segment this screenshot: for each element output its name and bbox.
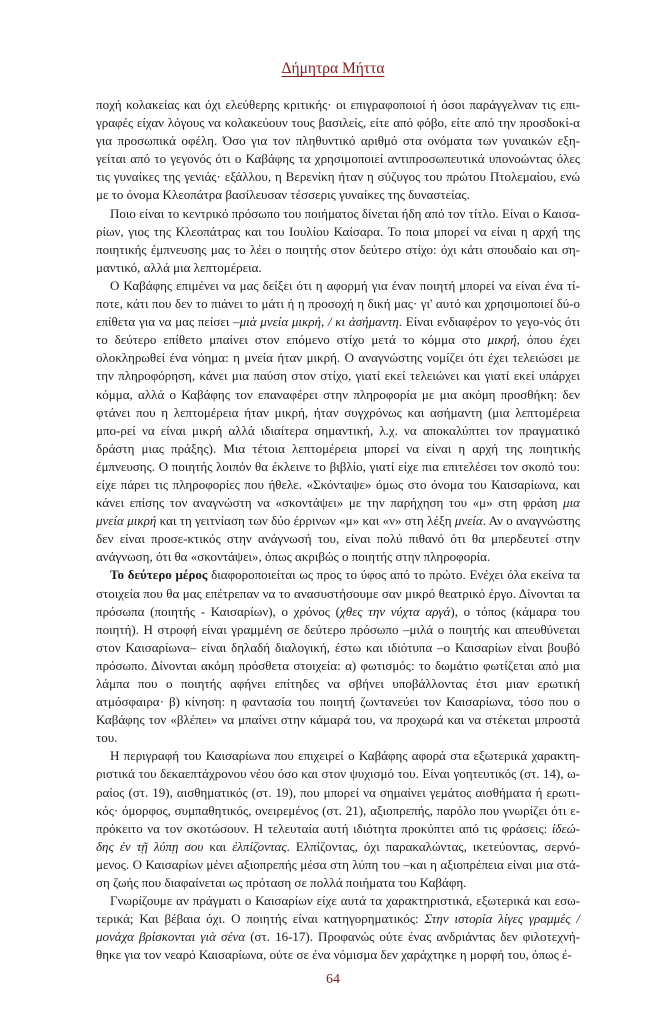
text-run: διαφοροποιείται ως προς το ύφος από το πρώτο. Ενέχει όλα εκείνα τα στοιχεία που θα μας επέτρεπαν να το ανασυστήσουμε σαν μικρό θεατρικό έργο. Δίνονται τα πρόσωπα (ποιητής - Καισαρίων), ο χρόνος ( [96,567,580,619]
italic-text: χθες την νύχτα αργά [339,603,451,619]
text-run: ), ο τόπος (κάμαρα του ποιητή). Η στροφή είναι γραμμένη σε δεύτερο πρόσωπο –μιλά ο ποιητής και απευθύνεται στον Καισαρίωνα– είναι δηλαδή διαλογική, έστω και ιδιότυπα –ο Καισαρίων είναι βουβό πρόσωπο. Δίνονται ακόμη πρόσθετα στοιχεία: α) φωτισμός: το δωμάτιο φωτίζεται από μια λάμπα που ο ποιητής αφήνει επίτηδες να σβήνει υποβάλλοντας έτσι μιαν ερωτική ατμόσφαιρα· β) κίνηση: η φαντασία του ποιητή ζωντανεύει τον Καισαρίωνα, τόσο που ο Καβάφης τον «βλέπει» να μπαίνει στην κάμαρά του, να προχωρά και να στέκεται μπροστά του. [96,603,580,746]
text-run: και τη γειτνίαση των δύο έρρινων «μ» και «ν» στη λέξη [156,513,455,529]
text-run: ποχή κολακείας και όχι ελεύθερης κριτικής· οι επιγραφοποιοί ή όσοι παράγγελναν τις επι-γραφές είχαν λόγους να κολακεύουν τους βασιλείς, είτε από φόβο, είτε από την προσδοκί-α για προσωπικά οφέλη. Όσο για τον πληθυντικό αριθμό στα ονόματα των γυναικών εξη-γείται από το γεγονός ότι ο Καβάφης τα χρησιμοποιεί αντιπροσωπευτικά υπονοώντας όλες τις γυναίκες της γενιάς· εξάλλου, η Βερενίκη ήταν η σύζυγος του πρώτου Πτολεμαίου, ενώ με το όνομα Κλεοπάτρα βασίλευσαν τέσσερις γυναίκες της δυναστείας. [96,97,580,203]
paragraph [96,892,580,964]
text-run: Γνωρίζουμε αν πράγματι ο Καισαρίων είχε αυτά τα χαρακτηριστικά, εξωτερικά και εσω-τερικά; Και βέβαια όχι. Ο ποιητής είναι κατηγορηματικός: [96,893,580,927]
text-run: . Αν ο αναγνώστης δεν είναι προσε-κτικός στην ανάγνωσή του, είναι πολύ πιθανό ότι θα μπερδευτεί στην ανάγνωση, ότι θα «σκοντάψει», όπως ακριβώς ο ποιητής στην πληροφορία. [96,513,580,565]
italic-text: ἰδεώ-δης ἐν τῇ λύπῃ σου [96,820,580,854]
italic-text: μιὰ μνεία μικρή, / κι ἀσήμαντη [239,314,399,330]
text-run: . Ελπίζοντας, όχι παρακαλώντας, ικετεύοντας, σερνό-μενος. Ο Καισαρίων μένει αξιοπρεπής μέσα στη λύπη του –και η αξιοπρέπεια είναι μια στά-ση ζωής που διαφαίνεται ως πρόταση σε πολλά ποιήματα του Καβάφη. [96,838,580,891]
italic-text: μια μνεία μικρή [96,495,580,529]
text-run: (στ. 16-17). Προφανώς ούτε ένας ανδριάντας δεν φιλοτεχνή-θηκε για τον νεαρό Καισαρίωνα, ούτε σε ένα νόμισμα δεν χαράχτηκε η μορφή του, όπως έ- [96,929,580,963]
paragraph [96,277,580,567]
paragraph [96,96,580,205]
running-head [0,60,666,78]
paragraph [96,205,580,277]
text-run: Η περιγραφή του Καισαρίωνα που επιχειρεί ο Καβάφης αφορά στα εξωτερικά χαρακτη-ριστικά του δεκαεπτάχρονου νέου όσο και στον ψυχισμό του. Είναι γοητευτικός (στ. 14), ω-ραίος (στ. 19), αισθηματικός (στ. 19), που μπορεί να σημαίνει γεμάτος αισθήματα ή ερωτι-κός· όμορφος, συμπαθητικός, ονειρεμένος (στ. 21), αξιοπρεπής, παρόλο που γνωρίζει ότι ε-πρόκειτο να τον σκοτώσουν. Η τελευταία αυτή ιδιότητα προκύπτει από τις φράσεις: [96,748,580,836]
running-head-author: Δήμητρα Μήττα [281,60,385,77]
text-run: . Είναι ενδιαφέρον το γεγο-νός ότι το δεύτερο επίθετο μπαίνει στον επόμενο στίχο μετά το κόμμα στο [96,314,581,348]
bold-text: Το δεύτερο μέρος [110,567,208,583]
text-run: , όπου έχει ολοκληρωθεί ένα νόημα: η μνεία ήταν μικρή. Ο αναγνώστης νομίζει ότι έχει τελειώσει με την πληροφόρηση, κάνει μια παύση στον στίχο, γιατί εκεί τελειώνει και γιατί εκεί υπάρχει κόμμα, αλλά ο Καβάφης τον επαναφέρει στην πληροφορία με μια ακόμη προσθήκη: δεν φτάνει που η λεπτομέρεια ήταν μικρή, ήταν συγχρόνως και ασήμαντη (μια λεπτομέρεια μπο-ρεί να είναι μικρή αλλά ιδιαίτερα σημαντική, λ.χ. να αποκαλύπτει τον πραγματικό δράστη μιας πράξης). Μια τέτοια λεπτομέρεια μπορεί να είναι η αρχή της ποιητικής έμπνευσης. Ο ποιητής λοιπόν θα έκλεινε το βιβλίο, γιατί είχε πια επιτελέσει τον σκοπό του: είχε πάρει τις πληροφορίες που ήθελε. «Σκόνταψε» όμως στο όνομα του Καισαρίωνα, και κάνει επίσης τον αναγνώστη να «σκοντάψει» με την παρήχηση του «μ» στη φράση [96,332,580,511]
text-run: Ο Καβάφης επιμένει να μας δείξει ότι η αφορμή για έναν ποιητή μπορεί να είναι ένα τί-ποτε, κάτι που δεν το πιάνει το μάτι ή η προσοχή η δική μας· γι' αυτό και χρησιμοποιεί δύ-ο επίθετα για να μας πείσει – [96,277,580,330]
italic-text: ἐλπίζοντας [232,838,287,854]
italic-text: μικρή [487,332,517,348]
paragraph [96,747,580,892]
text-run: Ποιο είναι το κεντρικό πρόσωπο του ποιήματος δίνεται ήδη από τον τίτλο. Είναι ο Καισα-ρίων, γιος της Κλεοπάτρας και του Ιουλίου Καίσαρα. Το ποια μπορεί να είναι η αρχή της ποιητικής έμπνευσης μας το λέει ο ποιητής στον δεύτερο στίχο: όχι κάτι σπουδαίο και ση-μαντικό, αλλά μια λεπτομέρεια. [96,205,580,275]
body-text [96,96,580,965]
text-run: και [203,838,233,854]
paragraph [96,566,580,747]
italic-text: Στην ιστορία λίγες γραμμές / μονάχα βρίσκονται γιὰ σένα [96,911,580,945]
italic-text: μνεία [454,513,483,529]
page-number: 64 [326,972,340,987]
